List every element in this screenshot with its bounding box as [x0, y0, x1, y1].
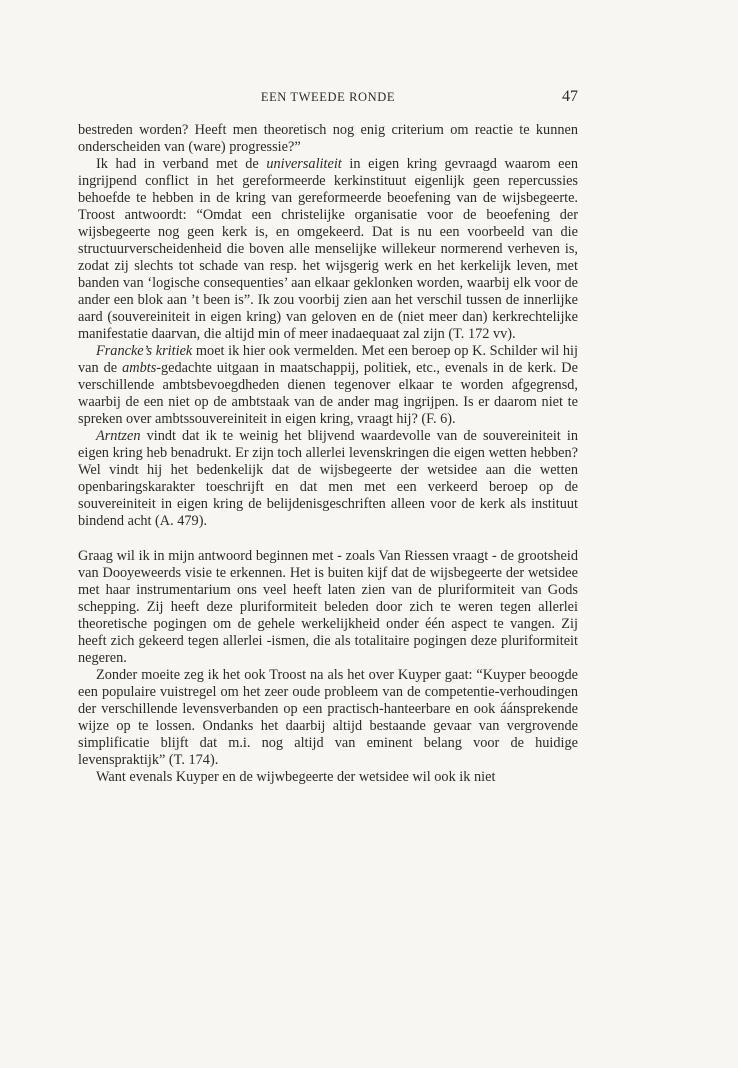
paragraph-4-text-a: vindt dat ik te weinig het blijvend waardevolle van de souvereiniteit in eigen kring heb benadrukt. Er zijn toch allerlei levenskringen die eigen wetten hebben? Wel vindt hij het bedenkelijk dat de wijsbegeerte der wetsidee aan die wetten openbaringskarakter toeschrijft en dat men met een verkeerd beroep op de souvereiniteit in eigen kring de belijdenisgeschriften alleen voor de kerk als instituut bindend acht (A. 479). [78, 428, 578, 529]
paragraph-3-text-a: moet ik hier ook vermelden. Met een beroep op K. Schilder wil hij van de [78, 343, 578, 376]
paragraph-4-emphasis: Arntzen [96, 428, 141, 444]
paragraph-4 [78, 428, 578, 530]
paragraph-2-emphasis: universaliteit [266, 156, 342, 172]
paragraph-3-text-b: -gedachte uitgaan in maatschappij, politiek, etc., evenals in de kerk. De verschillende ambtsbevoegdheden dienen tegenover elkaar te worden afgegrensd, waarbij de een niet op de ambtstaak van de ander mag ingrijpen. Is er daarom niet te spreken over ambtssouvereiniteit in eigen kring, vraagt hij? (F. 6). [78, 360, 578, 427]
paragraph-2-text-b: in eigen kring gevraagd waarom een ingrijpend conflict in het gereformeerde kerkinstituut eigenlijk geen repercussies behoefde te hebben in de kring van gereformeerde beoefening van de wijsbegeerte. Troost antwoordt: “Omdat een christelijke organisatie voor de beoefening der wijsbegeerte nog geen kerk is, en omgekeerd. Dat is nu een voorbeeld van die structuurverscheidenheid die boven alle menselijke willekeur normerend verheven is, zodat zij slechts tot schade van resp. het wijsgerig werk en het kerkelijk leven, met banden van ‘logische consequenties’ aan elkaar geklonken worden, waarbij elk voor de ander een blok aan ’t been is”. Ik zou voorbij zien aan het verschil tussen de innerlijke aard (souvereiniteit in eigen kring) van geloven en de (niet meer dan) kerkrechtelijke manifestatie daarvan, die altijd min of meer inadaequaat zal zijn (T. 172 vv). [78, 156, 578, 342]
paragraph-5: Graag wil ik in mijn antwoord beginnen met - zoals Van Riessen vraagt - de grootsheid van Dooyeweerds visie te erkennen. Het is buiten kijf dat de wijsbegeerte der wetsidee met haar instrumentarium ons veel heeft laten zien van de pluriformiteit van Gods schepping. Zij heeft deze pluriformiteit beleden door zich te weren tegen allerlei theoretische pogingen om de gehele werkelijkheid onder één aspect te vangen. Zij heeft zich gekeerd tegen allerlei -ismen, die als totalitaire pogingen deze pluriformiteit negeren. [78, 548, 578, 666]
paragraph-7: Want evenals Kuyper en de wijwbegeerte der wetsidee wil ook ik niet [96, 769, 496, 785]
paragraph-3-emphasis-2: ambts [122, 360, 157, 376]
paragraph-2-text-a: Ik had in verband met de [96, 156, 267, 172]
paragraph-3-emphasis: Francke’s kritiek [96, 343, 193, 359]
paragraph-3 [78, 343, 578, 428]
paragraph-2 [78, 156, 578, 343]
running-head: EEN TWEEDE RONDE [260, 90, 396, 104]
paragraph-6: Zonder moeite zeg ik het ook Troost na als het over Kuyper gaat: “Kuyper beoogde een populaire vuistregel om het zeer oude probleem van de competentie-verhoudingen der verschillende levensverbanden op een practisch-hanteerbare en ook áánsprekende wijze op te lossen. Ondanks het daarbij altijd bestaande gevaar van vergrovende simplificatie blijft dat m.i. nog altijd van eminent belang voor de huidige levenspraktijk” (T. 174). [78, 667, 578, 768]
paragraph-1: bestreden worden? Heeft men theoretisch nog enig criterium om reactie te kunnen onderscheiden van (ware) progressie?” [78, 122, 578, 155]
page-header [78, 88, 578, 112]
page-number: 47 [562, 88, 578, 105]
body-text [78, 122, 578, 786]
